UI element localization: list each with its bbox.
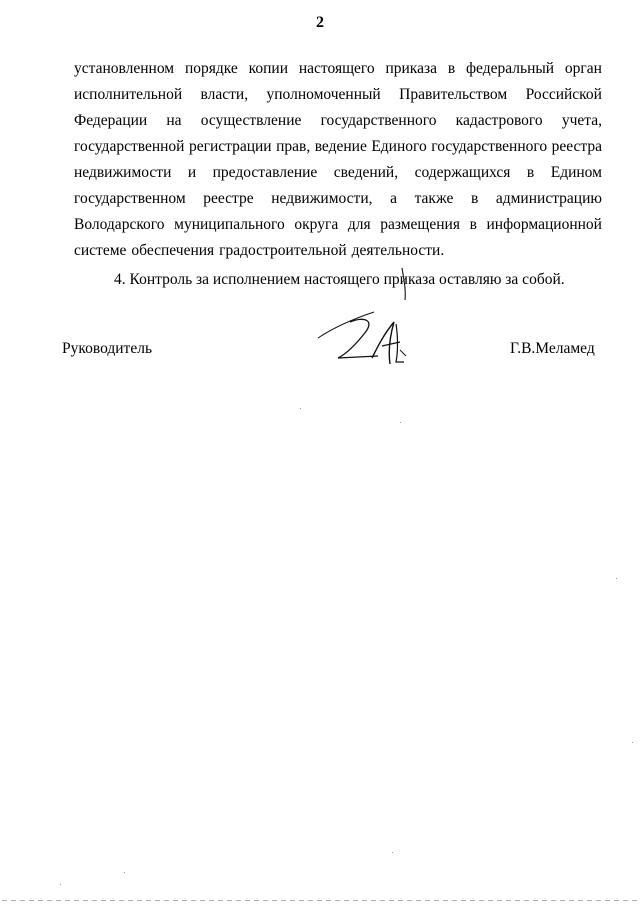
word: Российской — [525, 86, 602, 103]
word: деятельности. — [351, 242, 445, 259]
word: Едином — [550, 164, 602, 181]
word: государственного — [320, 112, 437, 129]
word: исполнительной — [74, 86, 183, 103]
word: предоставление — [212, 164, 318, 181]
word: округа — [294, 216, 339, 233]
word: копии — [248, 60, 289, 77]
signatory-title: Руководитель — [62, 340, 153, 357]
text-line — [74, 82, 602, 108]
word: Единого — [371, 138, 427, 155]
word: реестра — [551, 138, 602, 155]
word: учета, — [561, 112, 602, 129]
word: в — [469, 216, 477, 233]
word: для — [347, 216, 371, 233]
word: администрацию — [495, 190, 602, 207]
word: прав, — [276, 138, 311, 155]
word: осуществление — [200, 112, 302, 129]
word: сведений, — [333, 164, 399, 181]
page-number: 2 — [316, 14, 324, 31]
word: а — [390, 190, 397, 207]
word: Володарского — [74, 216, 165, 233]
word: власти, — [200, 86, 249, 103]
text-line — [74, 212, 602, 238]
word: также — [414, 190, 454, 207]
word: муниципального — [174, 216, 285, 233]
word: содержащихся — [414, 164, 511, 181]
word: установленном — [74, 60, 175, 77]
word: порядке — [184, 60, 238, 77]
scan-speck — [392, 852, 393, 853]
scan-speck — [616, 578, 617, 579]
word: государственном — [74, 190, 186, 207]
scan-speck — [632, 742, 633, 743]
word: в — [447, 60, 456, 77]
word: федеральный — [466, 60, 555, 77]
word: Федерации — [74, 112, 148, 129]
word: уполномоченный — [266, 86, 381, 103]
word: в — [470, 190, 479, 207]
handwritten-signature — [316, 260, 416, 372]
word: ведение — [314, 138, 367, 155]
word: информационной — [486, 216, 602, 233]
word: размещения — [380, 216, 460, 233]
word: настоящего — [298, 60, 375, 77]
word: приказа — [385, 60, 437, 77]
word: в — [526, 164, 535, 181]
text-line — [74, 186, 602, 212]
word: недвижимости, — [271, 190, 373, 207]
word: обеспечения — [131, 242, 215, 259]
word: Правительством — [399, 86, 508, 103]
scan-speck — [400, 422, 401, 423]
word: недвижимости — [74, 164, 172, 181]
scan-edge — [2, 900, 638, 901]
scan-speck — [60, 884, 61, 885]
text-line — [74, 56, 602, 82]
body-text — [74, 56, 602, 264]
paragraph-4: 4. Контроль за исполнением настоящего приказа оставляю за собой. — [114, 271, 565, 288]
word: системе — [74, 242, 127, 259]
word: государственного — [431, 138, 548, 155]
text-line — [74, 134, 602, 160]
text-line — [74, 108, 602, 134]
word: реестре — [203, 190, 254, 207]
text-line — [74, 160, 602, 186]
signatory-name: Г.В.Меламед — [510, 340, 595, 357]
word: орган — [564, 60, 602, 77]
scan-speck — [124, 872, 125, 873]
word: государственной — [74, 138, 185, 155]
word: градостроительной — [219, 242, 347, 259]
word: регистрации — [188, 138, 272, 155]
word: кадастрового — [455, 112, 543, 129]
word: и — [187, 164, 197, 181]
word: на — [166, 112, 182, 129]
scan-speck — [300, 408, 301, 409]
